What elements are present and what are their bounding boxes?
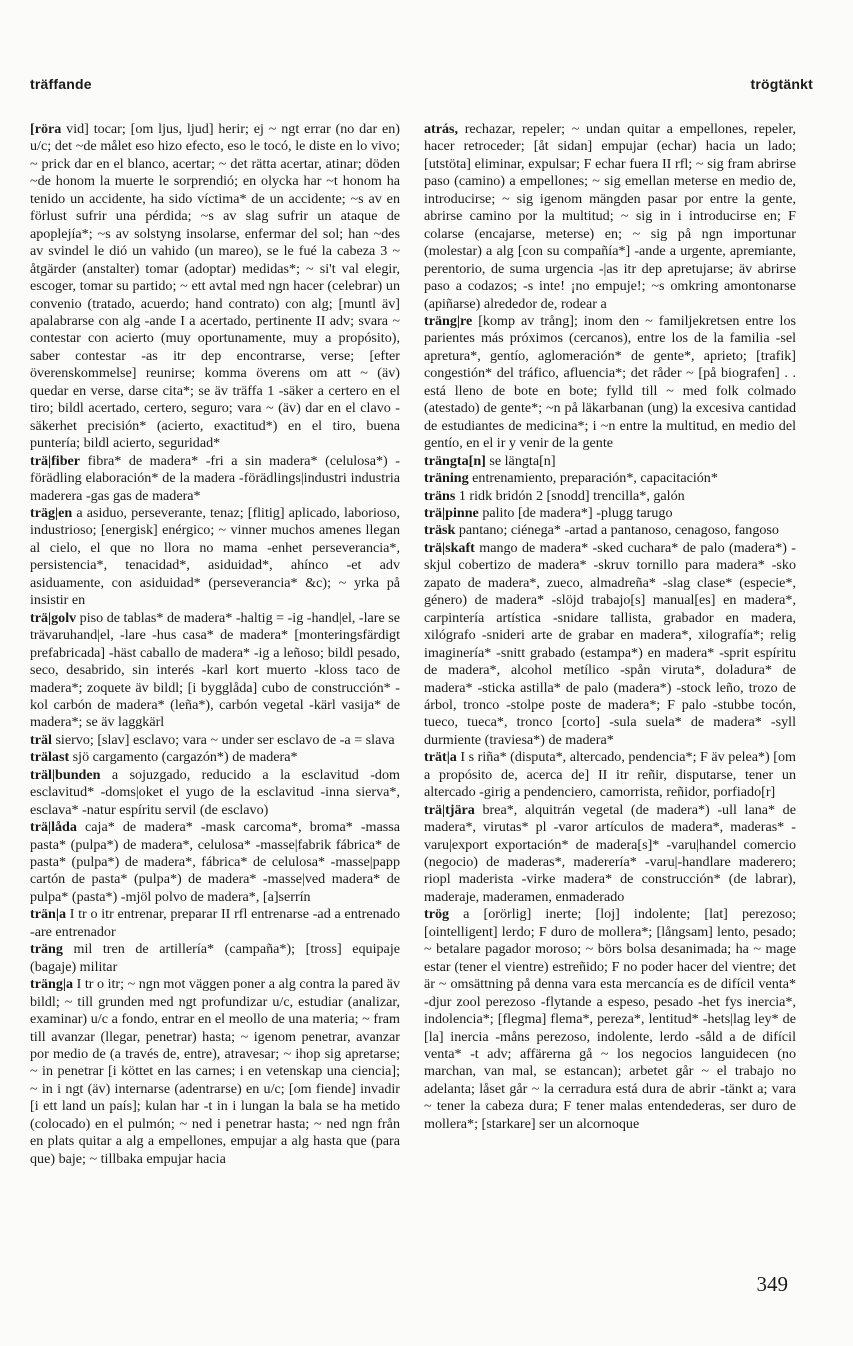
entry: träsk pantano; ciénega* -artad a pantanoso, cenagoso, fangoso [424, 522, 779, 539]
headword: trä|pinne [424, 504, 479, 521]
entry: atrás, rechazar, repeler; ~ undan quitar a empellones, repeler, hacer retroceder; [åt sidan] empujar (echar) hacia un lado; [utstöta] eliminar, expulsar; F echar fuera II rfl; ~ sig fram abrirse paso (camino) a empellones; ~ sig emellan meterse en medio de, introducirse; ~ sig igenom mängden pasar por entre la gente, abrirse camino por la multitud; ~ sig in i introducirse en; F colarse (encajarse, meterse) en; ~ sig på ngn importunar (molestar) a alg [con su compañía*] -ande a urgente, apremiante, perentorio, de suma urgencia -|as itr dep apretujarse; äv abrirse paso a codazos; -s inte! ¡no empuje!; ~s omkring amontonarse (apiñarse) alrededor de, rodear a [424, 121, 796, 312]
headword: trä|skaft [424, 539, 475, 556]
left-column [30, 121, 400, 1168]
entry: träg|en a asiduo, perseverante, tenaz; [flitig] aplicado, laborioso, industrioso; [energisk] enérgico; ~ vinner muchos amenes llegan al cielo, el que no llora no mama -enhet perseverancia*, persistencia*, tenacidad*, asiduidad*, ahínco -et adv asiduamente, con asiduidad* (perseverancia* &c); ~ yrka på insistir en [30, 504, 400, 609]
entry: trä|skaft mango de madera* -sked cuchara* de palo (madera*) -skjul cobertizo de madera* -skruv tornillo para madera* -sko zapato de madera*, zueco, almadreña* -slag clase* (especie*, género) de madera* -slöjd trabajo[s] manual[es] en madera*, carpintería artística -snidare tallista, grabador en madera, xilógrafo -snideri arte de grabar en madera*, xilografía*; relig imaginería* -snitt grabado (estampa*) en madera* -sprit espíritu de madera*, alcohol metílico -spån viruta*, doladura* de madera* -sticka astilla* de palo (madera*) -stock leño, trozo de árbol, tronco -stolpe poste de madera*; F palo -stubbe tocón, tueco, tueca*, tronco [corto] -sula suela* de madera* -syll durmiente (traviesa*) de madera* [424, 539, 796, 748]
entry: träng|a I tr o itr; ~ ngn mot väggen poner a alg contra la pared äv bildl; ~ till grunden med ngt profundizar u/c, estudiar (analizar, examinar) u/c a fondo, entrar en el meollo de una materia; ~ fram till avanzar (llegar, penetrar) hasta; ~ igenom penetrar, avanzar por medio de (a través de, entre), atravesar; ~ ihop sig apretarse; ~ in penetrar [i köttet en las carnes; i en vetenskap una ciencia]; ~ in i ngt (äv) internarse (adentrarse) en u/c; [om fiende] invadir [i ett land un país]; kulan har -t in i lungan la bala se ha metido (colocado) en el pulmón; ~ ned i penetrar hasta; ~ ned ngn från en plats quitar a alg a empellones, empujar a alg hasta que (para que) baje; ~ tillbaka empujar hacia [30, 976, 400, 1167]
headword: träg|en [30, 504, 73, 521]
page-number: 349 [756, 1272, 788, 1296]
headword: trä|tjära [424, 801, 475, 818]
entry: trängta[n] se längta[n] [424, 452, 556, 469]
headword: trät|a [424, 749, 457, 766]
entry: trä|fiber fibra* de madera* -fri a sin madera* (celulosa*) -förädling elaboración* de la madera -förädlings|industri industria maderera -gas gas de madera* [30, 452, 400, 504]
right-column [424, 121, 796, 1133]
headword: atrás, [424, 121, 459, 137]
headword: trä|fiber [30, 452, 81, 469]
headword: [röra [30, 121, 62, 137]
entry: träning entrenamiento, preparación*, capacitación* [424, 470, 718, 487]
entry: träns 1 ridk bridón 2 [snodd] trencilla*, galón [424, 487, 685, 504]
headword: träng|a [30, 976, 74, 993]
entry: trä|tjära brea*, alquitrán vegetal (de madera*) -ull lana* de madera*, virutas* pl -varor artículos de madera*, maderas* -varu|export exportación* de madera[s]* -varu|handel comercio (negocio) de maderas*, maderería* -varu|-handlare maderero; riopl maderista -virke madera* de construcción* (de labrar), maderaje, maderamen, enmaderado [424, 801, 796, 905]
headword: trängta[n] [424, 452, 486, 469]
headword: trä|golv [30, 609, 77, 626]
entry: trä|pinne palito [de madera*] -plugg tarugo [424, 504, 673, 521]
headword: träning [424, 470, 469, 487]
running-head-left: träffande [30, 76, 92, 92]
entry: träl siervo; [slav] esclavo; vara ~ under ser esclavo de -a = slava [30, 731, 395, 748]
headword: trälast [30, 749, 70, 766]
headword: träsk [424, 522, 456, 539]
entry: trä|golv piso de tablas* de madera* -haltig = -ig -hand|el, -lare se trävaruhand|el, -lare -hus casa* de madera* [monteringsfärdigt prefabricada] -häst caballo de madera* -ig a leñoso; bildl pesado, seco, desabrido, sin interés -karl kort muerto -kloss taco de madera*; zoquete äv bildl; [i bygglåda] cubo de construcción* -kol carbón de madera* (leña*), carbón vegetal -kärl vasija* de madera*; se äv laggkärl [30, 609, 401, 731]
entry: trä|låda caja* de madera* -mask carcoma*, broma* -massa pasta* (pulpa*) de madera*, celulosa* -masse|fabrik fábrica* de pasta* (pulpa*) de madera*, fábrica* de celulosa* -masse|papp cartón de pasta* (pulpa*) de madera* -masse|ved madera* de pulpa* (pasta*) -mjöl polvo de madera*, [a]serrín [30, 819, 400, 905]
headword: träng [30, 941, 63, 958]
headword: trä|låda [30, 819, 77, 836]
entry: träng|re [komp av trång]; inom den ~ familjekretsen entre los parientes más próximos (cercanos), entre los de la familia -sel apretura*, gentío, aglomeración* de gente*, aprieto; [trafik] congestión* del tráfico, afluencia*; det råder ~ [på biografen] . . está lleno de bote en bote; fylld till ~ med folk colmado (atestado) de gente*; ~n på läkarbanan (ung) la excesiva cantidad de estudiantes de medicina*; i ~n entre la multitud, en medio del gentío, en el ir y venir de la gente [424, 312, 796, 452]
headword: trög [424, 906, 450, 923]
headword: träns [424, 487, 456, 504]
entry: trän|a I tr o itr entrenar, preparar II rfl entrenarse -ad a entrenado -are entrenador [30, 906, 400, 940]
headword: träl [30, 731, 52, 748]
entry: trög a [orörlig] inerte; [loj] indolente; [lat] perezoso; [ointelligent] lerdo; F duro de mollera*; [långsam] lento, pesado; ~ betalare pagador moroso; ~ börs bolsa desanimada; ha ~ mage estar (tener el vientre) estreñido; F no poder hacer del vientre; det är ~ omsättning på denna vara esta mercancía es de difícil venta* -djur zool perezoso -flytande a espeso, pesado -het fys inercia*, indolencia*; [flegma] flema*, pereza*, lentitud* -hets|lag ley* de [la] inercia -måns perezoso, indolente, lerdo -såld a de difícil venta* -t adv; affärerna gå ~ los negocios languidecen (no marchan, van mal, se estancan); arbetet går ~ el trabajo no adelanta; låset går ~ la cerradura está dura de abrir -tänkt a; vara ~ tener la cabeza dura; F tener malas entendederas, ser duro de mollera*; [starkare] ser un alcornoque [424, 906, 796, 1132]
headword: träng|re [424, 312, 473, 329]
running-head-right: trögtänkt [750, 76, 813, 92]
entry: [röra vid] tocar; [om ljus, ljud] herir; ej ~ ngt errar (no dar en) u/c; det ~de målet eso hizo efecto, eso le tocó, le diste en lo vivo; ~ prick dar en el blanco, acertar; ~ det rätta acertar, atinar; döden ~de honom la muerte le sorprendió; en olycka har ~t honom ha tenido un accidente, ha sido víctima* de un accidente; ~s av en förlust sufrir una pérdida; ~s av slag sufrir un ataque de apoplejía*; ~s av solstyng insolarse, enfermar del sol; han ~des av svindel le dió un vahido (un mareo), se le fué la cabeza 3 ~ åtgärder (anstalter) tomar (adoptar) medidas*; ~ si't val elegir, escoger, tomar su partido; ~ ett avtal med ngn hacer (celebrar) un convenio (tratado, acuerdo; hand contrato) con alg; [muntl äv] apalabrarse con alg -ande I a acertado, pertinente II adv; svara ~ contestar con acierto (muy oportunamente, muy a propósito), saber contestar -as itr dep encontrarse, verse; [efter överenskommelse] reunirse; komma överens om att ~ (äv) quedar en verse, darse cita*; se äv träffa 1 -säker a certero en el tiro; bildl acertado, certero, seguro; vara ~ (äv) dar en el clavo -säkerhet precisión* (acierto, exactitud*) en el tiro, buena puntería; bildl acierto, seguridad* [30, 121, 400, 452]
entry: träl|bunden a sojuzgado, reducido a la esclavitud -dom esclavitud* -doms|oket el yugo de la esclavitud -inna sierva*, esclava* -natur espíritu servil (de esclavo) [30, 766, 400, 818]
entry: träng mil tren de artillería* (campaña*); [tross] equipaje (bagaje) militar [30, 941, 400, 975]
headword: trän|a [30, 906, 66, 923]
entry: trät|a I s riña* (disputa*, altercado, pendencia*; F äv pelea*) [om a propósito de, acerca de] II itr reñir, disputarse, tener un altercado -girig a pendenciero, camorrista, reñidor, porfiado[r] [424, 749, 796, 801]
headword: träl|bunden [30, 766, 101, 783]
entry: trälast sjö cargamento (cargazón*) de madera* [30, 749, 298, 766]
